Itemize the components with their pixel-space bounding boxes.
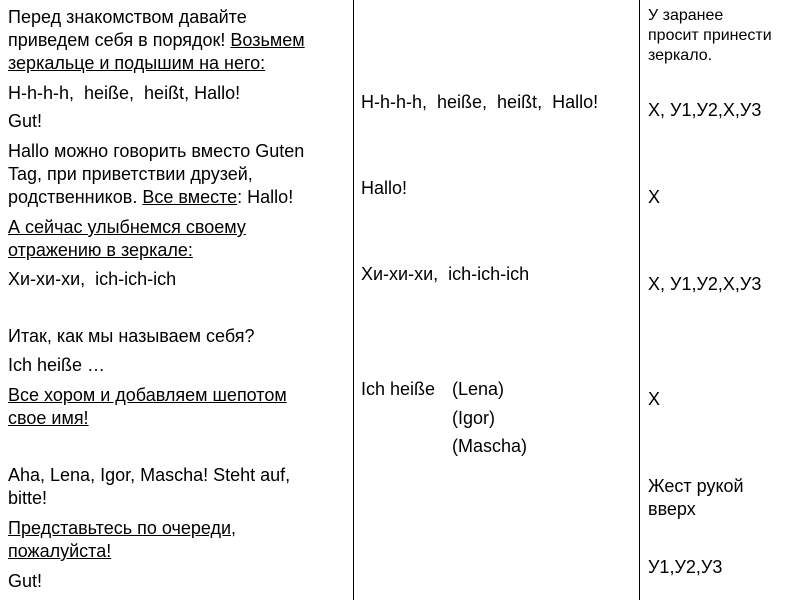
text-line: Хи-хи-хи, ich-ich-ich <box>361 264 530 284</box>
text-line <box>8 186 293 209</box>
text-line: Жест рукой <box>648 476 744 496</box>
text-line: (Lena) <box>452 379 505 399</box>
text-line: Х, У1,У2,Х,У3 <box>648 274 762 294</box>
text-line: Итак, как мы называем себя? <box>8 326 255 346</box>
text-line: У заранее <box>648 7 724 24</box>
text-line: (Mascha) <box>452 436 528 456</box>
text-underlined: Возьмем <box>230 30 305 50</box>
text-line: Х, У1,У2,Х,У3 <box>648 100 762 120</box>
text-line: Перед знакомством давайте <box>8 7 247 27</box>
text-line: (Igor) <box>452 408 496 428</box>
text-plain: приведем себя в порядок! <box>8 30 231 50</box>
text-line: H-h-h-h, heiße, heißt, Hallo! <box>361 92 599 112</box>
text-line <box>8 29 305 52</box>
text-line: Gut! <box>8 571 43 591</box>
text-line: свое имя! <box>8 408 89 428</box>
text-line: А сейчас улыбнемся своему <box>8 217 246 237</box>
text-line: отражению в зеркале: <box>8 240 193 260</box>
text-line: Все хором и добавляем шепотом <box>8 385 287 405</box>
text-line: Ich heiße … <box>8 355 106 375</box>
text-line: вверх <box>648 499 696 519</box>
text-line: bitte! <box>8 488 48 508</box>
text-line: Ich heiße <box>361 379 436 399</box>
text-line: Хи-хи-хи, ich-ich-ich <box>8 269 177 289</box>
text-line: Представьтесь по очереди, <box>8 518 237 538</box>
text-underlined: Все вместе <box>142 187 238 207</box>
text-line: Х <box>648 389 661 409</box>
text-plain: : Hallo! <box>237 187 294 207</box>
text-line: У1,У2,У3 <box>648 557 723 577</box>
column-divider-left <box>353 0 354 600</box>
text-line: Tag, при приветствии друзей, <box>8 164 253 184</box>
text-line: зеркальце и подышим на него: <box>8 53 266 73</box>
text-line: Х <box>648 187 661 207</box>
text-line: H-h-h-h, heiße, heißt, Hallo! <box>8 83 241 103</box>
text-line: Aha, Lena, Igor, Mascha! Steht auf, <box>8 465 291 485</box>
text-line: зеркало. <box>648 47 713 64</box>
text-line: Gut! <box>8 111 43 131</box>
text-line: пожалуйста! <box>8 541 112 561</box>
column-divider-right <box>639 0 640 600</box>
text-line: Hallo можно говорить вместо Guten <box>8 141 305 161</box>
text-line: Hallo! <box>361 178 408 198</box>
text-plain: родственников. <box>8 187 143 207</box>
text-line: просит принести <box>648 27 772 44</box>
